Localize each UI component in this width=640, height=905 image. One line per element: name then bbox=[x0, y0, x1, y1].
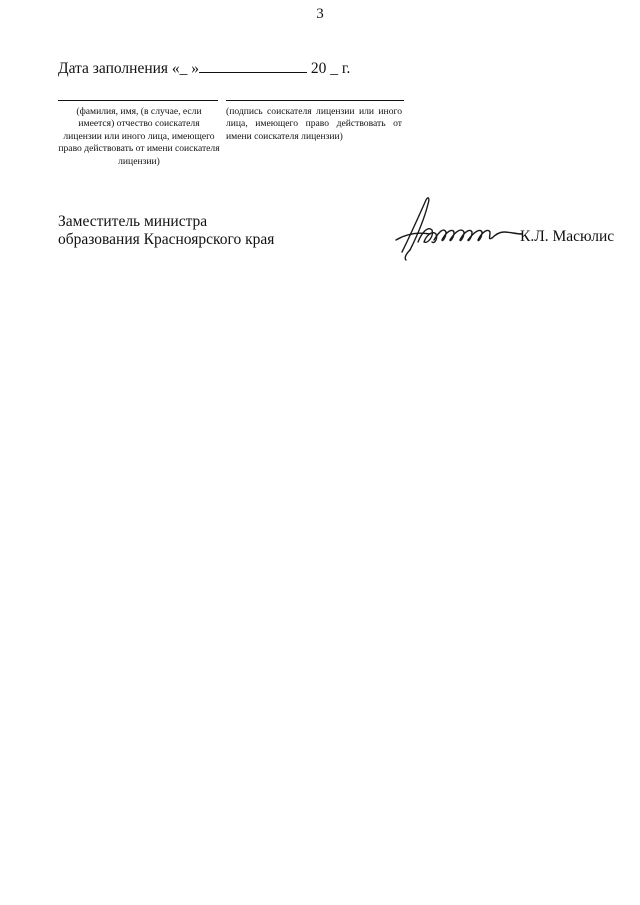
official-title-line2: образования Красноярского края bbox=[58, 231, 275, 248]
full-name-caption: (фамилия, имя, (в случае, если имеется) отчество соискателя лицензии или иного лица, имеющего право действовать от имени соискателя лицензии) bbox=[58, 106, 220, 167]
name-signature-rule-left bbox=[58, 100, 218, 101]
name-signature-rule-right bbox=[226, 100, 404, 101]
date-label: Дата заполнения «_ » bbox=[58, 60, 200, 77]
official-name: К.Л. Масюлис bbox=[520, 228, 615, 245]
date-blank-line bbox=[199, 60, 307, 73]
date-year-suffix: _ г. bbox=[330, 60, 351, 77]
official-title-line1: Заместитель министра bbox=[58, 213, 208, 230]
handwritten-signature bbox=[392, 186, 532, 262]
official-title bbox=[58, 213, 274, 249]
date-line bbox=[58, 60, 350, 78]
page-number: 3 bbox=[316, 6, 324, 22]
signature-caption: (подпись соискателя лицензии или иного лица, имеющего право действовать от имени соискателя лицензии) bbox=[226, 106, 402, 142]
date-year-prefix: 20 bbox=[310, 60, 327, 77]
